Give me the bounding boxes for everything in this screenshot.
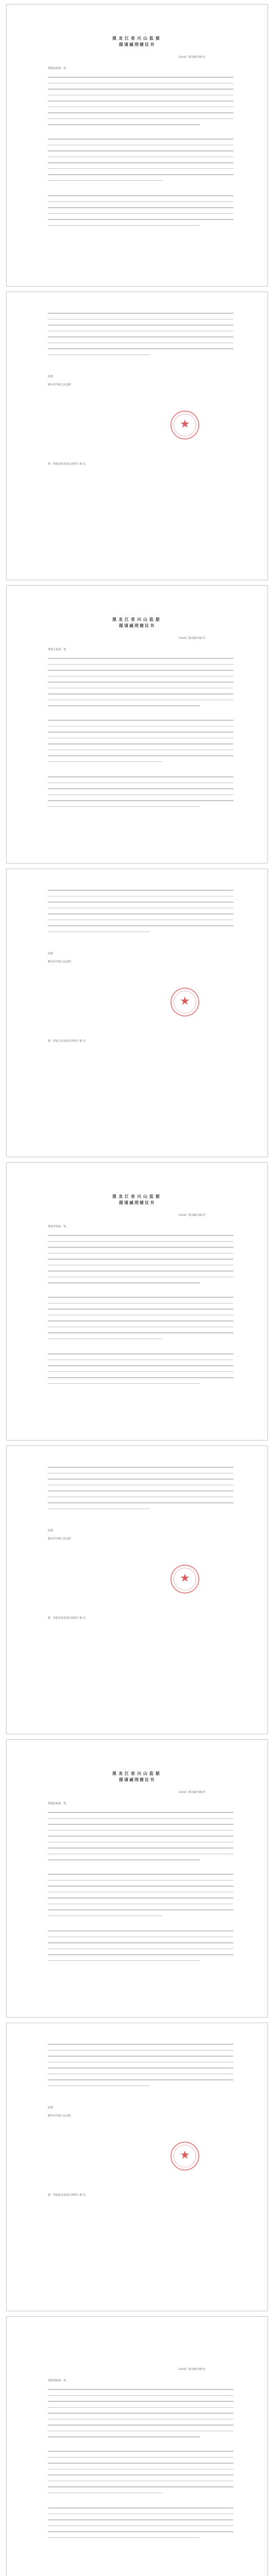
text-line	[48, 124, 200, 125]
text-line	[48, 1235, 233, 1236]
case-number: （2016）黑兴减字第5号	[177, 2368, 206, 2371]
text-line	[48, 174, 233, 175]
text-line	[48, 794, 233, 795]
prisoner-intro: 罪犯李某某，男，	[48, 1225, 69, 1228]
text-line	[48, 2486, 233, 2487]
text-line	[48, 920, 233, 921]
text-line	[48, 1303, 233, 1304]
text-line	[48, 1327, 233, 1328]
text-line	[48, 1509, 150, 1510]
text-line	[48, 195, 233, 196]
text-line	[48, 213, 233, 214]
document-page	[6, 1446, 268, 1734]
paragraph-continued	[48, 2044, 233, 2091]
text-line	[48, 1502, 233, 1503]
text-line	[48, 1880, 233, 1881]
doc-title: 提请减刑建议书	[119, 623, 155, 628]
text-line	[48, 788, 233, 789]
text-line	[48, 219, 233, 220]
text-line	[48, 112, 233, 113]
text-line	[48, 150, 233, 151]
text-line	[48, 902, 233, 903]
doc-title: 提请减刑建议书	[119, 42, 155, 47]
paragraph-body	[48, 1297, 233, 1344]
text-line	[48, 1848, 233, 1849]
text-line	[48, 1942, 233, 1943]
document-page	[6, 869, 268, 1157]
text-line	[48, 761, 163, 762]
text-line	[48, 2044, 233, 2045]
text-line	[48, 1270, 233, 1272]
text-line	[48, 1277, 233, 1278]
text-line	[48, 2395, 233, 2396]
text-line	[48, 1320, 233, 1321]
text-line	[48, 2526, 233, 2527]
text-line	[48, 750, 233, 751]
attachment-note: 附：罪犯王某某卷宗材料共 册 页	[48, 1040, 86, 1043]
text-line	[48, 1937, 233, 1938]
text-line	[48, 676, 233, 677]
text-line	[48, 1259, 233, 1260]
text-line	[48, 1247, 233, 1248]
text-line	[48, 1315, 233, 1316]
court-name: 鹤岗市中级人民法院	[48, 960, 72, 963]
text-line	[48, 1241, 233, 1242]
court-name: 鹤岗市中级人民法院	[48, 1537, 72, 1540]
text-line	[48, 1886, 233, 1887]
text-line	[48, 2463, 233, 2464]
text-line	[48, 720, 233, 721]
paragraph-body	[48, 2507, 233, 2543]
official-seal	[170, 988, 199, 1016]
document-page	[6, 4, 268, 286]
text-line	[48, 325, 233, 326]
paragraph-body	[48, 195, 233, 231]
text-line	[48, 1479, 233, 1480]
document-page	[6, 2316, 268, 2576]
document-page	[6, 2023, 268, 2311]
text-line	[48, 2475, 233, 2476]
paragraph-body	[48, 2389, 233, 2443]
text-line	[48, 2457, 233, 2458]
attachment-note: 附：罪犯张某某卷宗材料共 册 页	[48, 2194, 86, 2197]
case-number: （2016）黑兴减字第3号	[177, 1214, 206, 1217]
text-line	[48, 693, 233, 694]
text-line	[48, 2469, 233, 2470]
text-line	[48, 139, 233, 140]
text-line	[48, 732, 233, 733]
case-number: （2016）黑兴减字第4号	[177, 1791, 206, 1794]
text-line	[48, 1930, 233, 1931]
text-line	[48, 2451, 233, 2452]
text-line	[48, 1297, 233, 1298]
text-line	[48, 664, 233, 665]
text-line	[48, 313, 233, 314]
text-line	[48, 118, 233, 120]
org-title: 黑龙江省兴山监狱	[112, 617, 162, 622]
text-line	[48, 738, 233, 739]
text-line	[48, 1960, 200, 1961]
text-line	[48, 658, 233, 659]
attachment-note: 附：罪犯李某某卷宗材料共 册 页	[48, 1617, 86, 1620]
official-seal	[170, 1565, 199, 1594]
text-line	[48, 336, 233, 337]
text-line	[48, 145, 233, 146]
text-line	[48, 1948, 233, 1950]
text-line	[48, 201, 233, 202]
text-line	[48, 2493, 163, 2494]
text-line	[48, 77, 233, 78]
text-line	[48, 2086, 150, 2087]
text-line	[48, 1854, 233, 1855]
court-name: 鹤岗市中级人民法院	[48, 383, 72, 386]
text-line	[48, 806, 200, 807]
text-line	[48, 107, 233, 108]
document-page	[6, 1739, 268, 2018]
text-line	[48, 2389, 233, 2390]
official-seal	[170, 411, 199, 439]
text-line	[48, 908, 233, 909]
text-line	[48, 157, 233, 158]
text-line	[48, 83, 233, 84]
text-line	[48, 1892, 233, 1893]
text-line	[48, 2537, 200, 2538]
doc-title: 提请减刑建议书	[119, 1777, 155, 1782]
salutation: 此致	[48, 375, 54, 378]
org-title: 黑龙江省兴山监狱	[112, 36, 162, 41]
text-line	[48, 1830, 233, 1831]
paragraph-body	[48, 139, 233, 186]
text-line	[48, 1467, 233, 1468]
paragraph-body	[48, 1930, 233, 1966]
text-line	[48, 162, 233, 163]
text-line	[48, 688, 233, 689]
salutation: 此致	[48, 2106, 54, 2109]
text-line	[48, 2401, 233, 2402]
text-line	[48, 1253, 233, 1254]
document-page	[6, 585, 268, 863]
text-line	[48, 1338, 163, 1340]
text-line	[48, 1473, 233, 1474]
text-line	[48, 1874, 233, 1875]
text-line	[48, 319, 233, 320]
text-line	[48, 705, 200, 706]
text-line	[48, 743, 233, 744]
text-line	[48, 2507, 233, 2509]
text-line	[48, 2074, 233, 2075]
text-line	[48, 2514, 233, 2515]
text-line	[48, 89, 233, 90]
text-line	[48, 1824, 233, 1825]
org-title: 黑龙江省兴山监狱	[112, 1771, 162, 1776]
paragraph-body	[48, 1235, 233, 1289]
prisoner-intro: 罪犯王某某，男，	[48, 648, 69, 651]
salutation: 此致	[48, 952, 54, 955]
text-line	[48, 2419, 233, 2420]
text-line	[48, 2481, 233, 2482]
text-line	[48, 700, 233, 701]
prisoner-intro: 罪犯刘某某，男，	[48, 2379, 69, 2382]
paragraph-body	[48, 1874, 233, 1921]
prisoner-intro: 罪犯姜某某，男，	[48, 67, 69, 70]
paragraph-body	[48, 658, 233, 711]
text-line	[48, 180, 163, 181]
salutation: 此致	[48, 1529, 54, 1532]
text-line	[48, 1836, 233, 1837]
paragraph-body	[48, 1812, 233, 1866]
document-page	[6, 1162, 268, 1440]
text-line	[48, 2056, 233, 2057]
text-line	[48, 1265, 233, 1266]
text-line	[48, 348, 233, 349]
prisoner-intro: 罪犯张某某，男，	[48, 1802, 69, 1805]
seal-star-icon: ★	[180, 2149, 190, 2162]
case-number: （2016）黑兴减字第2号	[177, 637, 206, 640]
text-line	[48, 1812, 233, 1813]
text-line	[48, 913, 233, 914]
text-line	[48, 2407, 233, 2408]
text-line	[48, 2067, 233, 2069]
text-line	[48, 2413, 233, 2414]
text-line	[48, 1309, 233, 1310]
paragraph-body	[48, 2451, 233, 2498]
paragraph-body	[48, 1353, 233, 1389]
text-line	[48, 2531, 233, 2532]
text-line	[48, 1383, 200, 1384]
text-line	[48, 1360, 233, 1361]
text-line	[48, 1842, 233, 1843]
text-line	[48, 890, 233, 891]
text-line	[48, 1909, 233, 1910]
text-line	[48, 1282, 200, 1283]
text-line	[48, 1332, 233, 1333]
paragraph-body	[48, 77, 233, 130]
text-line	[48, 2425, 233, 2426]
paragraph-continued	[48, 313, 233, 360]
text-line	[48, 1353, 233, 1354]
seal-star-icon: ★	[180, 1572, 190, 1585]
court-name: 鹤岗市中级人民法院	[48, 2114, 72, 2117]
text-line	[48, 1371, 233, 1372]
text-line	[48, 2050, 233, 2051]
text-line	[48, 1818, 233, 1819]
text-line	[48, 95, 233, 96]
text-line	[48, 1916, 163, 1917]
text-line	[48, 168, 233, 170]
text-line	[48, 1859, 200, 1860]
text-line	[48, 343, 233, 344]
paragraph-continued	[48, 890, 233, 937]
text-line	[48, 225, 200, 226]
text-line	[48, 783, 233, 784]
paragraph-body	[48, 776, 233, 812]
seal-star-icon: ★	[180, 418, 190, 431]
seal-star-icon: ★	[180, 995, 190, 1008]
text-line	[48, 2436, 200, 2437]
text-line	[48, 2062, 233, 2063]
text-line	[48, 1497, 233, 1498]
text-line	[48, 896, 233, 897]
text-line	[48, 755, 233, 756]
text-line	[48, 2519, 233, 2520]
text-line	[48, 726, 233, 727]
case-number: （2016）黑兴减字第1号	[177, 56, 206, 59]
attachment-note: 附：罪犯姜某某卷宗材料共 册 页	[48, 463, 86, 466]
document-page	[6, 292, 268, 580]
text-line	[48, 800, 233, 801]
text-line	[48, 331, 233, 332]
text-line	[48, 931, 150, 933]
text-line	[48, 1904, 233, 1905]
text-line	[48, 1365, 233, 1366]
text-line	[48, 1490, 233, 1492]
official-seal	[170, 2142, 199, 2171]
text-line	[48, 2079, 233, 2080]
text-line	[48, 100, 233, 101]
text-line	[48, 776, 233, 777]
paragraph-body	[48, 720, 233, 767]
org-title: 黑龙江省兴山监狱	[112, 1194, 162, 1199]
text-line	[48, 682, 233, 683]
text-line	[48, 1485, 233, 1486]
text-line	[48, 207, 233, 208]
text-line	[48, 2431, 233, 2432]
text-line	[48, 354, 150, 355]
text-line	[48, 925, 233, 926]
doc-title: 提请减刑建议书	[119, 1200, 155, 1205]
text-line	[48, 670, 233, 671]
text-line	[48, 1954, 233, 1955]
text-line	[48, 1897, 233, 1899]
text-line	[48, 1377, 233, 1378]
paragraph-continued	[48, 1467, 233, 1514]
